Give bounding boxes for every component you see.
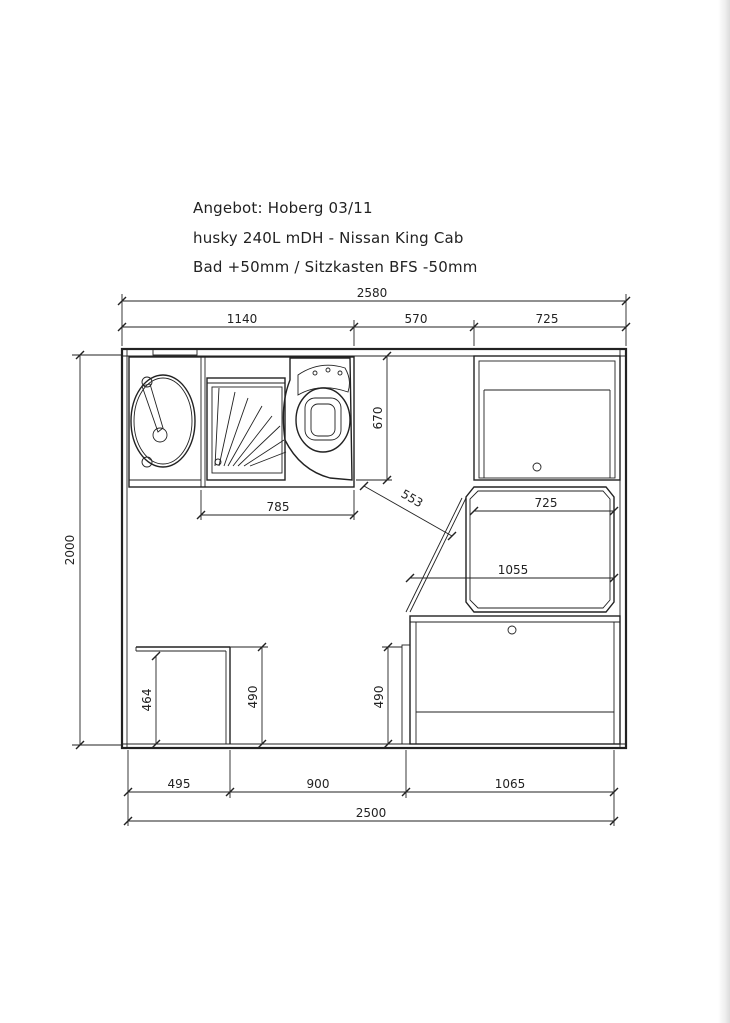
dim-label-490-left: 490 bbox=[246, 685, 260, 709]
header-model-line: husky 240L mDH - Nissan King Cab bbox=[193, 229, 464, 247]
table-top bbox=[406, 487, 614, 612]
dimension-bath-width bbox=[197, 490, 358, 520]
upper-cabinet bbox=[474, 356, 620, 480]
dim-label-2000: 2000 bbox=[63, 534, 77, 566]
dim-label-2500: 2500 bbox=[355, 806, 387, 820]
seat-box-knob bbox=[508, 626, 516, 634]
dim-label-2580: 2580 bbox=[356, 286, 388, 300]
dim-label-725-top: 725 bbox=[535, 312, 559, 326]
dimension-cabinet-width bbox=[470, 496, 618, 515]
dim-label-670: 670 bbox=[371, 406, 385, 430]
dimension-overall-bottom bbox=[124, 806, 618, 825]
dim-label-725-cabinet: 725 bbox=[534, 496, 558, 510]
dim-label-495: 495 bbox=[167, 777, 191, 791]
toilet-icon bbox=[283, 358, 352, 480]
dimension-chain-top bbox=[118, 312, 630, 346]
sink-icon bbox=[131, 375, 195, 467]
cabinet-knob bbox=[533, 463, 541, 471]
dim-label-570: 570 bbox=[404, 312, 428, 326]
dim-label-1065: 1065 bbox=[494, 777, 526, 791]
dimension-bench-width bbox=[406, 563, 618, 582]
shower-tray-icon bbox=[207, 378, 286, 487]
dim-label-785: 785 bbox=[266, 500, 290, 514]
dimension-height-left bbox=[63, 351, 122, 749]
paper-edge bbox=[718, 0, 730, 1023]
dim-label-1055: 1055 bbox=[497, 563, 529, 577]
header-modification-line: Bad +50mm / Sitzkasten BFS -50mm bbox=[193, 258, 478, 276]
dim-label-553: 553 bbox=[398, 486, 426, 511]
dimension-diagonal bbox=[360, 482, 456, 540]
dim-label-490-right: 490 bbox=[372, 685, 386, 709]
header-offer-line: Angebot: Hoberg 03/11 bbox=[193, 199, 373, 217]
dim-label-1140: 1140 bbox=[226, 312, 258, 326]
dim-label-900: 900 bbox=[306, 777, 330, 791]
right-seat-box bbox=[402, 616, 620, 744]
dimension-left-seat bbox=[140, 643, 268, 748]
dimension-right-seat bbox=[372, 643, 402, 748]
dim-label-464: 464 bbox=[140, 688, 154, 712]
dimension-bath-height bbox=[356, 352, 392, 484]
